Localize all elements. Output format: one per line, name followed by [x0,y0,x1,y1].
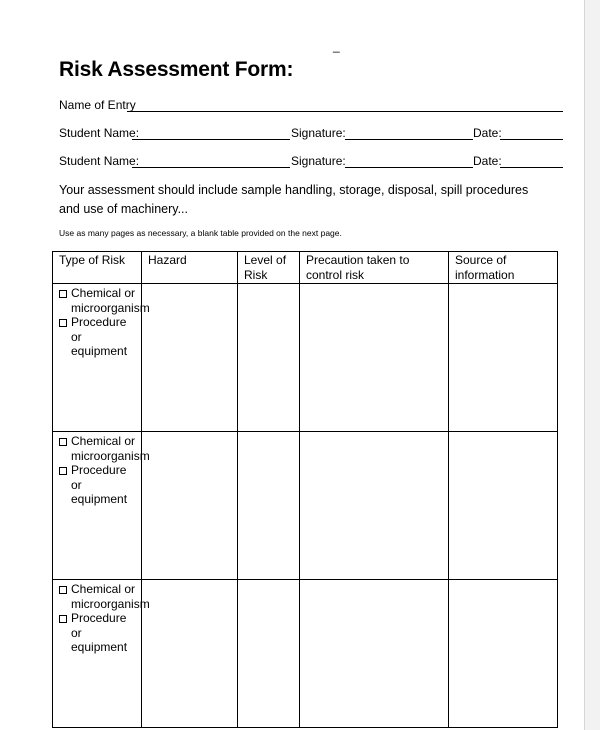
risk-table [52,251,558,728]
checkbox[interactable] [59,586,67,594]
hazard-cell[interactable] [142,580,238,728]
date-field[interactable] [500,167,563,168]
level-of-risk-cell[interactable] [238,432,300,580]
signature-label: Signature: [291,126,346,140]
signature-label: Signature: [291,154,346,168]
signature-field[interactable] [345,167,473,168]
source-cell[interactable] [449,580,558,728]
checkbox[interactable] [59,615,67,623]
name-of-entry-label: Name of Entry [59,98,136,112]
header-precaution: Precaution taken to control risk [300,252,449,284]
precaution-cell[interactable] [300,432,449,580]
date-label: Date: [473,126,502,140]
precaution-cell[interactable] [300,580,449,728]
source-cell[interactable] [449,432,558,580]
option-procedure-label: Procedure or equipment [71,463,128,506]
corner-mark: _ [333,39,340,53]
hazard-cell[interactable] [142,284,238,432]
type-of-risk-cell [53,580,150,728]
date-field[interactable] [500,139,563,140]
table-row [53,580,558,728]
option-chemical-label: Chemical or microorganism [71,582,150,611]
student-name-field[interactable] [132,167,290,168]
header-type-of-risk: Type of Risk [53,252,142,284]
table-row [53,284,558,432]
level-of-risk-cell[interactable] [238,580,300,728]
date-label: Date: [473,154,502,168]
source-cell[interactable] [449,284,558,432]
hazard-cell[interactable] [142,432,238,580]
table-header-row [53,252,558,284]
student-name-label: Student Name: [59,154,140,168]
type-of-risk-cell [53,432,150,580]
signature-field[interactable] [345,139,473,140]
instructions-text: Your assessment should include sample handling, storage, disposal, spill procedures and use of machinery... [59,183,529,216]
option-procedure-label: Procedure or equipment [71,315,128,358]
precaution-cell[interactable] [300,284,449,432]
name-of-entry-field[interactable] [127,111,563,112]
checkbox[interactable] [59,319,67,327]
type-of-risk-cell [53,284,150,432]
level-of-risk-cell[interactable] [238,284,300,432]
table-row [53,432,558,580]
student-name-field[interactable] [132,139,290,140]
header-source-of-information: Source of information [449,252,558,284]
student-name-label: Student Name: [59,126,140,140]
header-hazard: Hazard [142,252,238,284]
table-note: Use as many pages as necessary, a blank table provided on the next page. [59,228,342,238]
checkbox[interactable] [59,438,67,446]
header-level-of-risk: Level of Risk [238,252,300,284]
checkbox[interactable] [59,467,67,475]
option-chemical-label: Chemical or microorganism [71,286,150,315]
page-title: Risk Assessment Form: [59,58,294,81]
option-chemical-label: Chemical or microorganism [71,434,150,463]
option-procedure-label: Procedure or equipment [71,611,128,654]
checkbox[interactable] [59,290,67,298]
